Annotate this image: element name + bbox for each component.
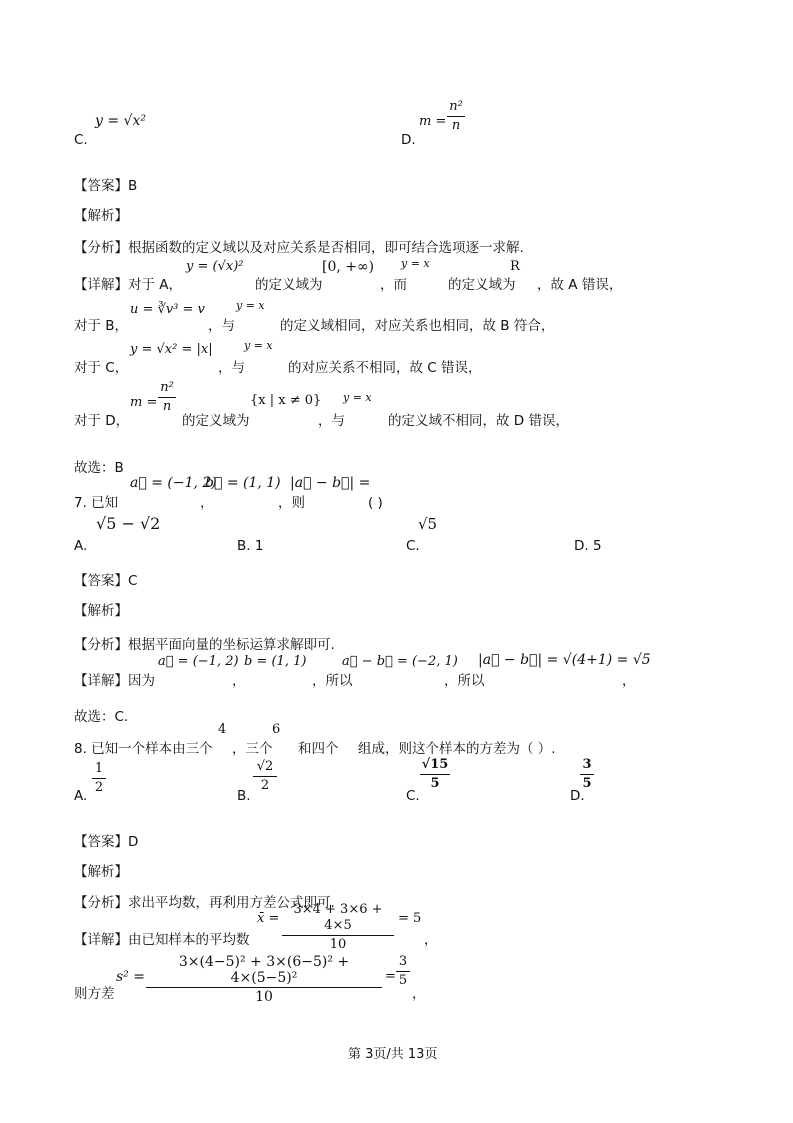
q8-option-d-fraction [580,757,594,792]
q8-option-d-den: 5 [582,776,592,791]
q6-jiexi-heading: 【解析】 [74,208,128,224]
q8-var-num: 3×(4−5)² + 3×(6−5)² + 4×(5−5)² [178,954,350,986]
q7-option-a-formula: √5 − √2 [96,514,161,533]
fraction-bar [580,774,594,775]
q6-d4-domain-set: {x | x ≠ 0} [250,393,322,408]
q7-detail-f3: a⃗ − b⃗ = (−2, 1) [342,654,458,669]
q6-select: 故选：B [74,460,124,476]
q7-stem: 7. 已知 [74,495,119,511]
q8-var-eq: = [385,969,396,984]
q7-paren: ( ) [368,495,383,511]
q8-stem-2: ，三个 [232,741,273,757]
q6-d4-lhs: m = [130,395,158,410]
q6-option-d-label: D. [401,132,416,148]
fraction-bar [146,987,382,988]
q7-detail-f4: |a⃗ − b⃗| = √(4+1) = √5 [478,652,651,668]
q8-mean-lhs: x̄ = [257,911,280,926]
q7-detail-lead: 【详解】因为 [74,673,155,689]
q6-d4-yu: ，与 [318,413,345,429]
q8-mean-fraction [282,902,394,953]
q7-formula-a: a⃗ = (−1, 2) [130,475,217,491]
q6-option-c-label: C. [74,132,88,148]
q8-var-result-fraction [396,954,410,989]
q8-var-result-num: 3 [398,954,408,969]
q7-detail-f1: a⃗ = (−1, 2) [158,654,239,669]
q7-formula-abs: |a⃗ − b⃗| = [290,475,371,491]
q8-var-lhs: s² = [116,969,145,985]
q8-option-d-num: 3 [582,757,592,772]
q6-option-c-formula: y = √x² [95,113,146,129]
q8-option-d-label: D. [570,788,585,804]
q8-stem-3: 和四个 [298,741,339,757]
q7-option-c-formula: √5 [418,515,438,533]
q6-d4-den: n [162,399,172,414]
q7-option-d: D. 5 [574,538,602,554]
q8-mean-end: ， [424,932,438,948]
q7-comma2: ，则 [278,495,305,511]
q6-option-d-fraction [447,99,465,134]
q6-answer: 【答案】B [74,178,138,194]
fraction-bar [92,778,106,779]
q6-d2-formula-u: u = ∛v³ = v [130,302,205,317]
q7-analysis: 【分析】根据平面向量的坐标运算求解即可. [74,637,335,653]
fraction-bar [253,776,277,777]
q8-stem-4: 组成，则这个样本的方差为（ ）. [358,741,556,757]
q6-d1-lead: 【详解】对于 A， [74,277,183,293]
q8-var-fraction [146,954,382,1005]
q6-option-d-den: n [451,118,461,133]
q6-d4-end: 的定义域不相同，故 D 错误， [388,413,569,429]
q7-detail-c3: ，所以 [444,673,485,689]
q6-option-d-num: n² [449,99,463,114]
q8-jiexi-heading: 【解析】 [74,864,128,880]
q6-d2-mid: ，与 [208,318,235,334]
q6-d3-end: 的对应关系不相同，故 C 错误， [288,360,482,376]
fraction-bar [158,397,176,398]
q7-detail-end: ， [622,673,636,689]
q8-option-a-fraction [92,761,106,796]
q8-mean-rhs: = 5 [398,911,422,926]
q7-detail-c1: ， [232,673,246,689]
q8-mean-den: 10 [329,937,347,952]
q6-d1-end: ，故 A 错误， [537,277,623,293]
q6-d1-er: ，而 [380,277,407,293]
page-footer: 第 3页/共 13页 [348,1047,438,1062]
q6-d4-formula-yx: y = x [343,391,372,404]
q8-option-b-fraction [253,759,277,794]
q8-option-c-label: C. [406,788,420,804]
q8-value-6: 6 [272,722,281,737]
q8-var-result-den: 5 [398,973,408,988]
q8-var-lead: 则方差 [74,986,115,1002]
q8-option-a-label: A. [74,788,88,804]
q7-select: 故选：C. [74,709,129,725]
q8-var-den: 10 [255,989,273,1005]
q6-analysis: 【分析】根据函数的定义域以及对应关系是否相同，即可结合选项逐一求解. [74,240,524,256]
q6-d4-num: n² [160,380,174,395]
q6-d4-lead: 对于 D， [74,413,130,429]
q7-option-c-label: C. [406,538,420,554]
q6-d3-lead: 对于 C， [74,360,129,376]
fraction-bar [420,774,450,775]
q6-d1-domain-interval: [0, +∞) [322,259,375,275]
q7-option-b: B. 1 [237,538,264,554]
q8-option-b-label: B. [237,788,251,804]
q6-d3-formula-c: y = √x² = |x| [130,342,213,357]
q6-d1-domain-text-2: 的定义域为 [448,277,516,293]
q6-d3-formula-yx: y = x [244,339,273,352]
q6-d3-mid: ，与 [218,360,245,376]
q8-mean-num: 3×4 + 3×6 + 4×5 [293,902,383,933]
fraction-bar [447,116,465,117]
q8-value-4: 4 [218,722,227,737]
q7-jiexi-heading: 【解析】 [74,603,128,619]
q6-d4-mid: 的定义域为 [182,413,250,429]
q8-option-c-num: √15 [421,757,449,772]
q8-option-a-den: 2 [94,780,104,795]
q8-var-end: ， [412,986,426,1002]
q6-d1-domain-r: R [510,259,520,274]
q7-comma1: ， [200,495,214,511]
q7-detail-f2: b = (1, 1) [244,654,307,669]
q6-d4-fraction [158,380,176,415]
q8-option-c-fraction [420,757,450,792]
q8-analysis: 【分析】求出平均数，再利用方差公式即可. [74,895,335,911]
q6-d2-lead: 对于 B， [74,318,129,334]
q6-d2-end: 的定义域相同，对应关系也相同，故 B 符合， [280,318,555,334]
q8-option-b-num: √2 [256,759,274,774]
q8-option-a-num: 1 [94,761,104,776]
q6-d1-domain-text: 的定义域为 [255,277,323,293]
q8-stem: 8. 已知一个样本由三个 [74,741,213,757]
q6-d2-formula-yx: y = x [236,299,265,312]
q8-option-b-den: 2 [260,778,270,793]
fraction-bar [396,971,410,972]
q8-option-c-den: 5 [430,776,440,791]
q7-option-a-label: A. [74,538,88,554]
q6-d1-formula-a: y = (√x)² [186,259,244,274]
q7-formula-b: b⃗ = (1, 1) [205,475,281,491]
q6-d1-formula-yx: y = x [401,257,430,270]
q8-detail-lead: 【详解】由已知样本的平均数 [74,932,250,948]
q7-detail-c2: ，所以 [312,673,353,689]
fraction-bar [282,935,394,936]
q7-answer: 【答案】C [74,573,138,589]
q6-option-d-lhs: m = [419,114,447,129]
q8-answer: 【答案】D [74,834,139,850]
